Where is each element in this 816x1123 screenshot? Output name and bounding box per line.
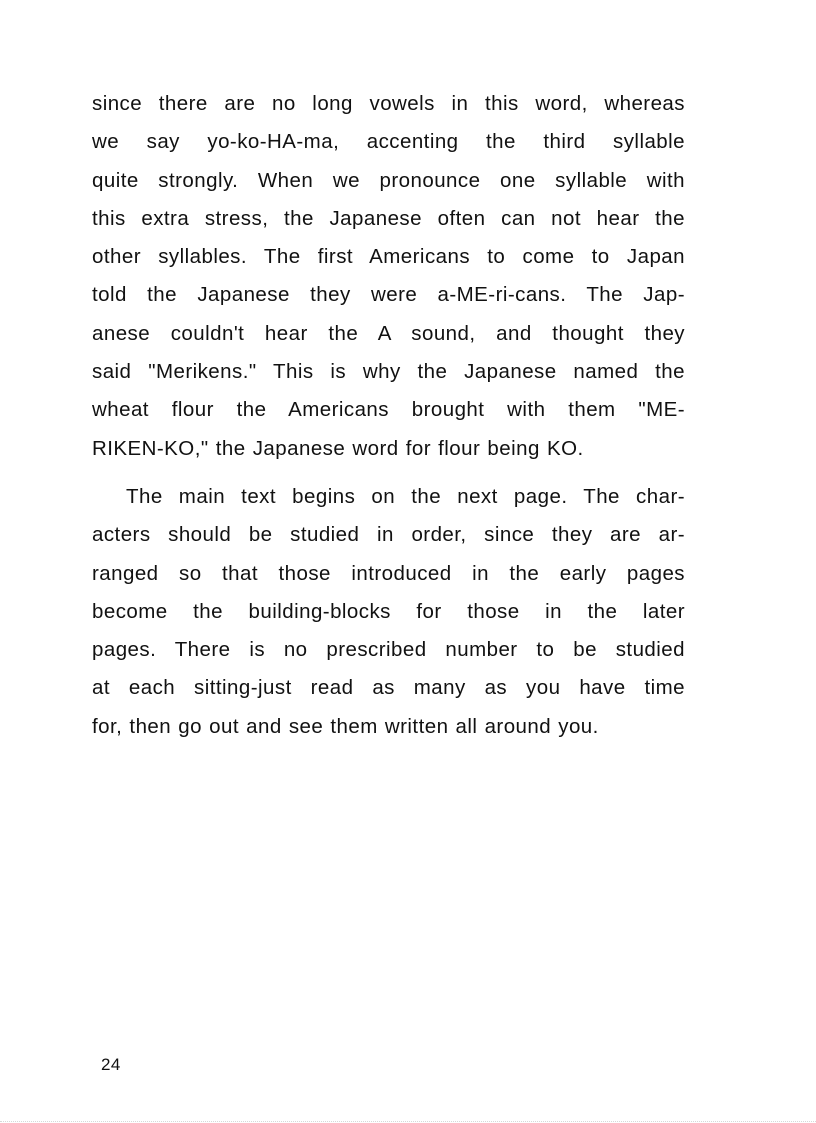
text-line: we say yo-ko-HA-ma, accenting the third syllable bbox=[92, 130, 685, 154]
paragraph-gap bbox=[92, 468, 685, 478]
text-line: at each sitting-just read as many as you have time bbox=[92, 676, 685, 700]
text-line: acters should be studied in order, since they are ar- bbox=[92, 523, 685, 547]
page-bottom-edge bbox=[0, 1121, 816, 1122]
paragraph-2 bbox=[92, 478, 685, 746]
text-line: for, then go out and see them written all around you. bbox=[92, 714, 599, 738]
text-line: become the building-blocks for those in the later bbox=[92, 599, 685, 623]
body-text bbox=[92, 85, 685, 746]
text-line: other syllables. The first Americans to come to Japan bbox=[92, 245, 685, 269]
text-line: quite strongly. When we pronounce one syllable with bbox=[92, 168, 685, 192]
text-line: said "Merikens." This is why the Japanese named the bbox=[92, 360, 685, 384]
text-line: anese couldn't hear the A sound, and thought they bbox=[92, 321, 685, 345]
paragraph-1 bbox=[92, 85, 685, 468]
text-line: ranged so that those introduced in the early pages bbox=[92, 561, 685, 585]
page-number: 24 bbox=[101, 1055, 121, 1074]
text-line: told the Japanese they were a-ME-ri-cans. The Jap- bbox=[92, 283, 685, 307]
text-line: The main text begins on the next page. The char- bbox=[126, 484, 685, 508]
text-line: this extra stress, the Japanese often can not hear the bbox=[92, 206, 685, 230]
text-line: pages. There is no prescribed number to be studied bbox=[92, 638, 685, 662]
text-line: since there are no long vowels in this word, whereas bbox=[92, 92, 685, 115]
text-line: RIKEN-KO," the Japanese word for flour being KO. bbox=[92, 436, 584, 460]
text-line: wheat flour the Americans brought with them "ME- bbox=[92, 398, 685, 422]
